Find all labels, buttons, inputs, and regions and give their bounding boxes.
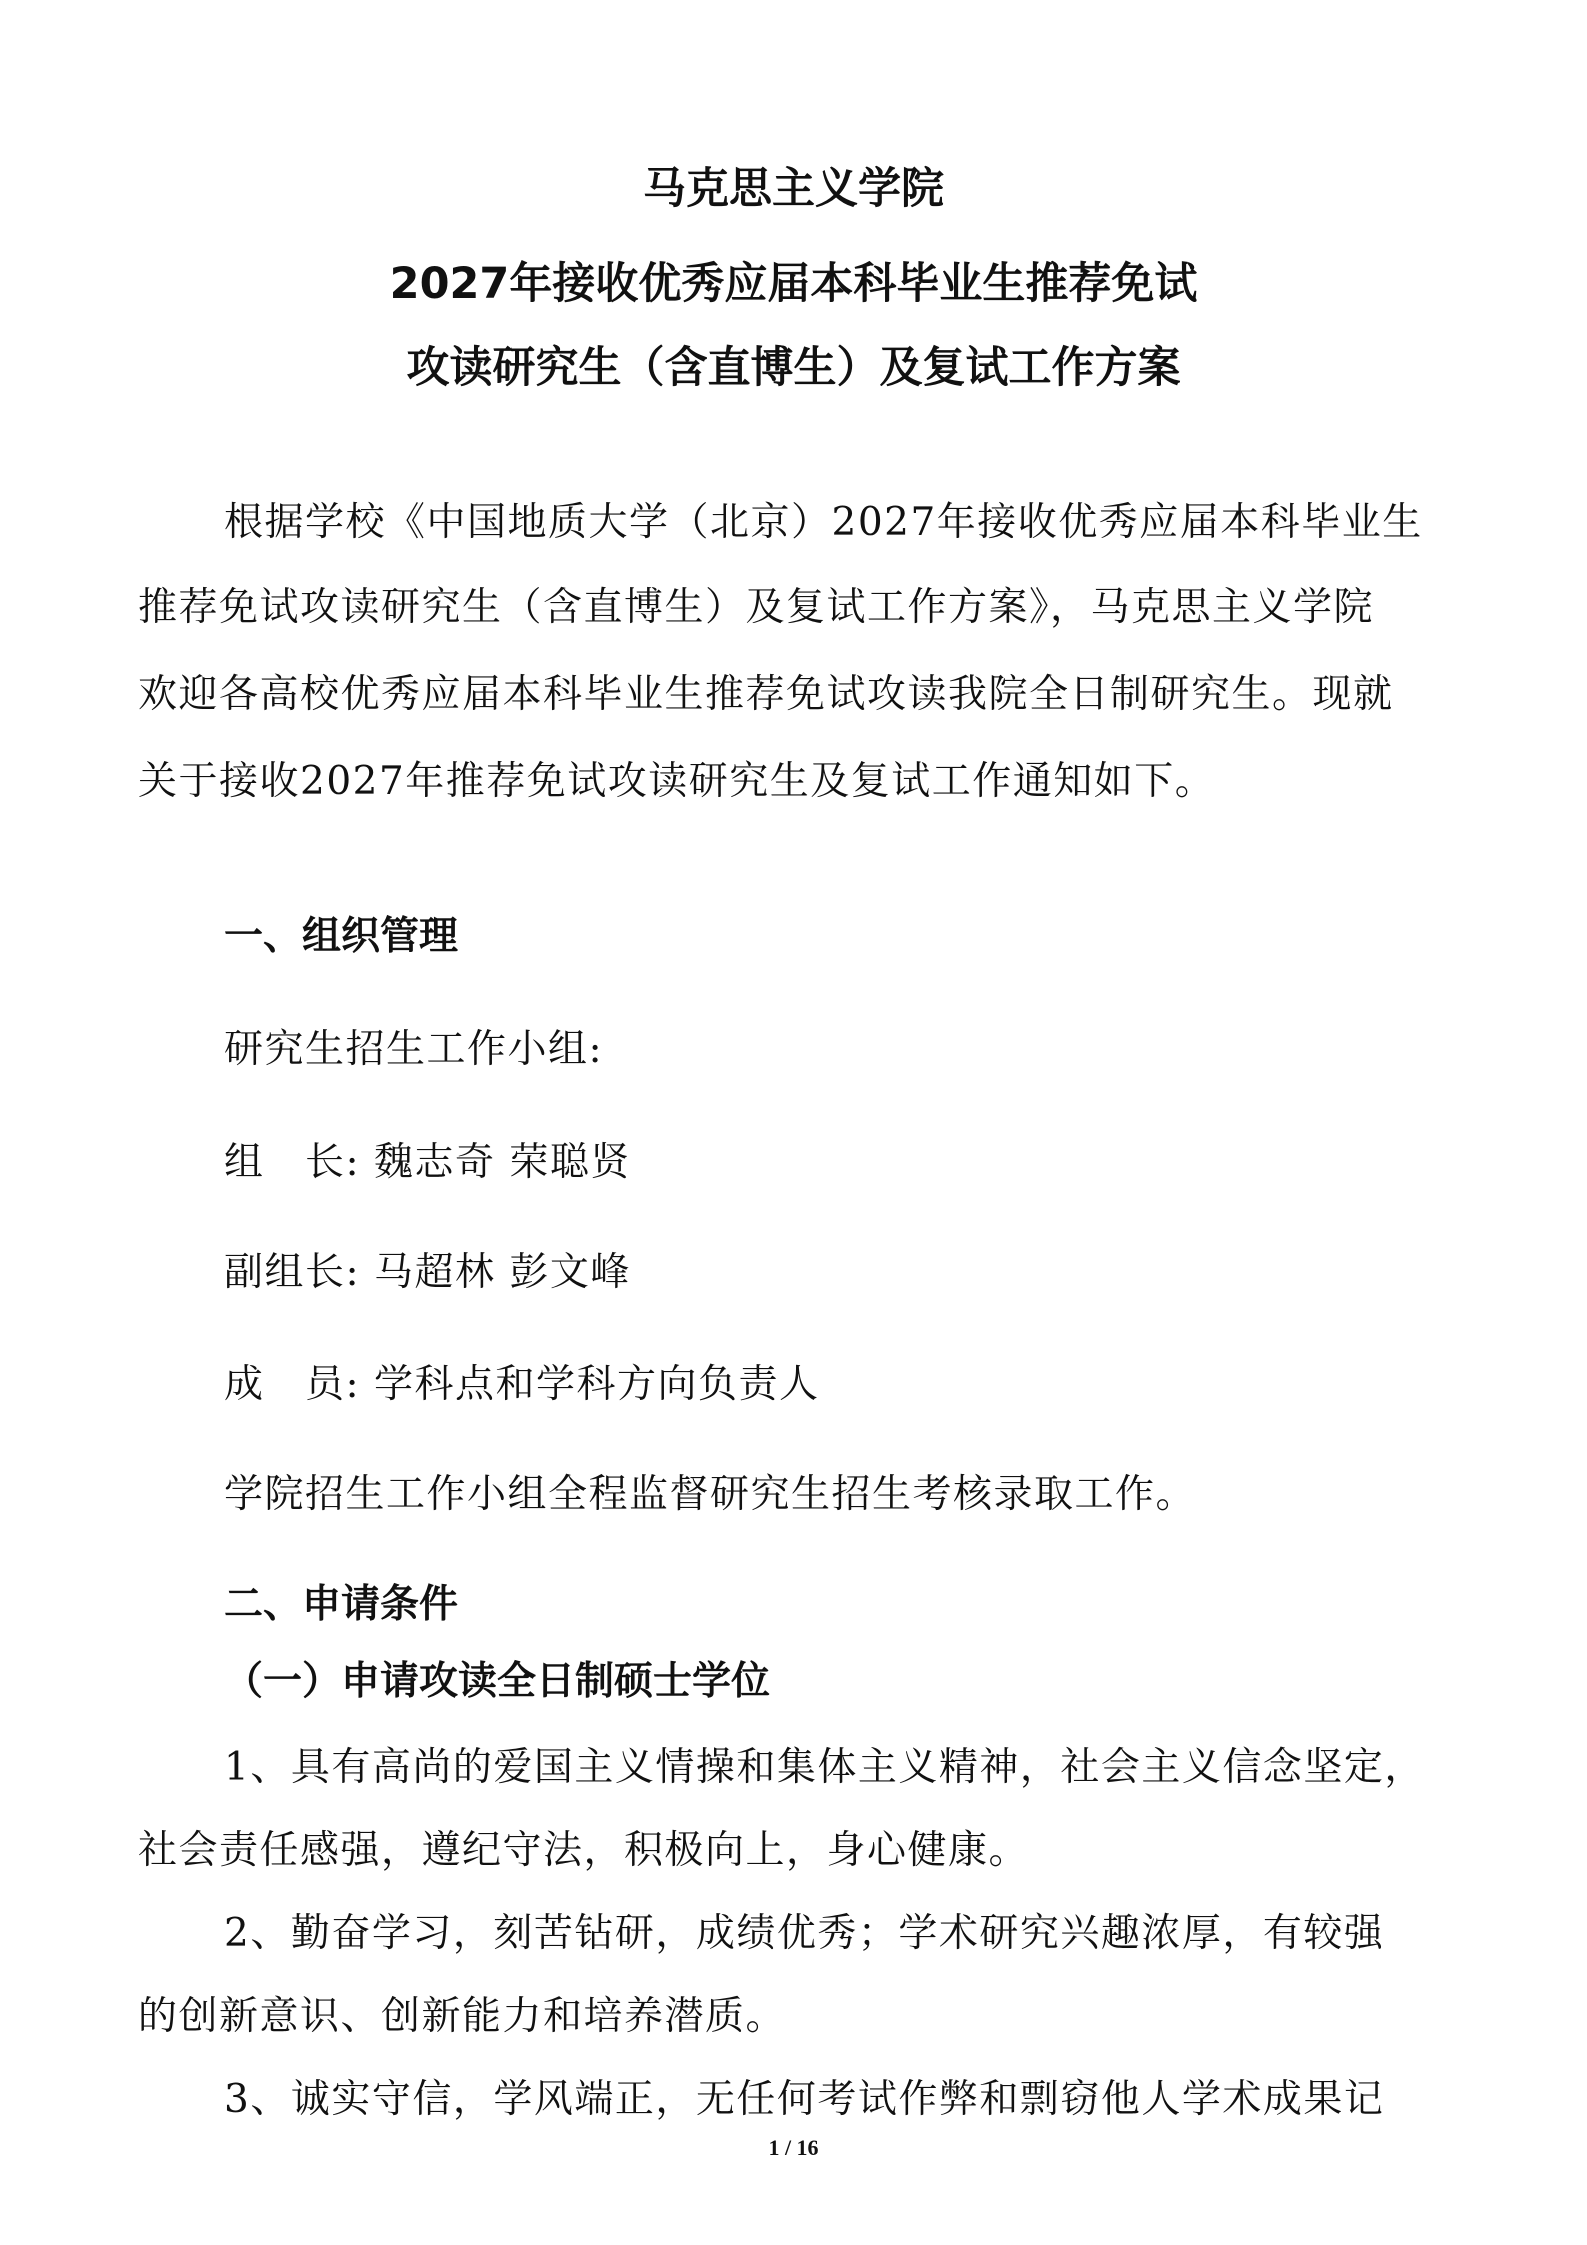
title-line-2: 2027年接收优秀应届本科毕业生推荐免试 [389,259,1198,309]
page-number: 1 / 16 [768,2135,819,2160]
subsection-heading-masters: （一）申请攻读全日制硕士学位 [224,1658,771,1704]
intro-line-4: 关于接收2027年推荐免试攻读研究生及复试工作通知如下。 [138,759,1216,804]
section-heading-conditions: 二、申请条件 [224,1582,459,1627]
group-members: 成 员: 学科点和学科方向负责人 [224,1362,820,1407]
condition-2-line-1: 2、勤奋学习，刻苦钻研，成绩优秀；学术研究兴趣浓厚，有较强 [224,1911,1385,1956]
supervision-statement: 学院招生工作小组全程监督研究生招生考核录取工作。 [224,1472,1197,1517]
title-line-1: 马克思主义学院 [643,164,944,214]
section-heading-organization: 一、组织管理 [224,914,459,959]
deputy-leader: 副组长: 马超林 彭文峰 [224,1250,631,1295]
intro-line-1: 根据学校《中国地质大学（北京）2027年接收优秀应届本科毕业生 [224,500,1423,545]
condition-1-line-2: 社会责任感强，遵纪守法，积极向上，身心健康。 [138,1828,1030,1873]
intro-line-2: 推荐免试攻读研究生（含直博生）及复试工作方案》，马克思主义学院 [138,585,1375,630]
group-leader: 组 长: 魏志奇 荣聪贤 [224,1140,631,1185]
condition-2-line-2: 的创新意识、创新能力和培养潜质。 [138,1994,787,2039]
condition-3-line-1: 3、诚实守信，学风端正，无任何考试作弊和剽窃他人学术成果记 [224,2077,1385,2122]
title-line-3: 攻读研究生（含直博生）及复试工作方案 [406,343,1181,393]
recruitment-group-label: 研究生招生工作小组: [224,1027,604,1072]
condition-1-line-1: 1、具有高尚的爱国主义情操和集体主义精神，社会主义信念坚定， [224,1745,1425,1790]
intro-line-3: 欢迎各高校优秀应届本科毕业生推荐免试攻读我院全日制研究生。现就 [138,672,1394,717]
